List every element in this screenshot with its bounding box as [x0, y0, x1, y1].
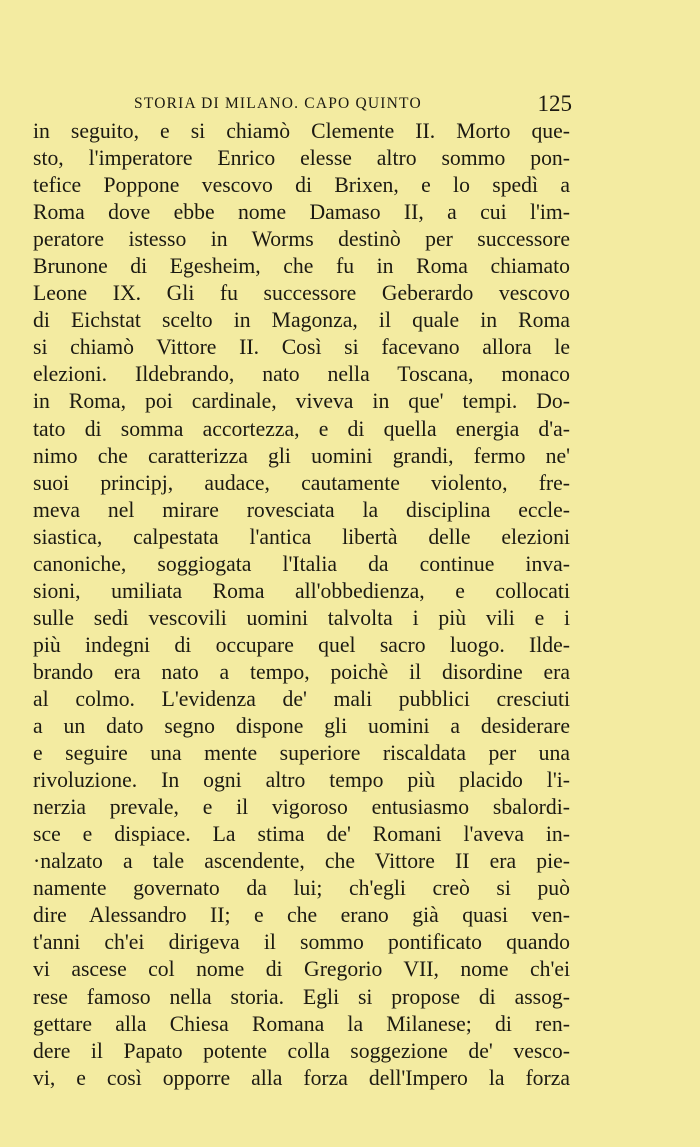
text-line: sto, l'imperatore Enrico elesse altro sommo pon- [33, 146, 570, 171]
text-line: rivoluzione. In ogni altro tempo più placido l'i- [33, 768, 570, 793]
text-line: nimo che caratterizza gli uomini grandi, fermo ne' [33, 443, 570, 468]
text-line: al colmo. L'evidenza de' mali pubblici cresciuti [33, 686, 570, 711]
text-line: ·nalzato a tale ascendente, che Vittore II era pie- [33, 849, 570, 874]
text-line: meva nel mirare rovesciata la disciplina eccle- [33, 497, 570, 522]
text-line: canoniche, soggiogata l'Italia da continue inva- [33, 551, 570, 576]
text-line: vi, e così opporre alla forza dell'Impero la forza [33, 1065, 570, 1090]
text-line: di Eichstat scelto in Magonza, il quale in Roma [33, 308, 570, 333]
text-line: suoi principj, audace, cautamente violento, fre- [33, 470, 570, 495]
text-line: sulle sedi vescovili uomini talvolta i più vili e i [33, 605, 570, 630]
text-line: si chiamò Vittore II. Così si facevano allora le [33, 335, 570, 360]
text-line: nerzia prevale, e il vigoroso entusiasmo sbalordi- [33, 795, 570, 820]
text-line: siastica, calpestata l'antica libertà delle elezioni [33, 524, 570, 549]
text-line: tato di somma accortezza, e di quella energia d'a- [33, 416, 570, 441]
text-line: dere il Papato potente colla soggezione de' vesco- [33, 1038, 570, 1063]
text-line: e seguire una mente superiore riscaldata per una [33, 741, 570, 766]
text-line: in Roma, poi cardinale, viveva in que' tempi. Do- [33, 389, 570, 414]
text-line: più indegni di occupare quel sacro luogo. Ilde- [33, 632, 570, 657]
text-line: Brunone di Egesheim, che fu in Roma chiamato [33, 254, 570, 279]
text-line: namente governato da lui; ch'egli creò si può [33, 876, 570, 901]
text-line: vi ascese col nome di Gregorio VII, nome ch'ei [33, 957, 570, 982]
running-title: STORIA DI MILANO. CAPO QUINTO [134, 95, 422, 112]
text-line: a un dato segno dispone gli uomini a desiderare [33, 714, 570, 739]
text-line: t'anni ch'ei dirigeva il sommo pontificato quando [33, 930, 570, 955]
text-line: gettare alla Chiesa Romana la Milanese; di ren- [33, 1011, 570, 1036]
text-line: elezioni. Ildebrando, nato nella Toscana, monaco [33, 362, 570, 387]
text-line: dire Alessandro II; e che erano già quasi ven- [33, 903, 570, 928]
text-line: brando era nato a tempo, poichè il disordine era [33, 659, 570, 684]
text-line: sioni, umiliata Roma all'obbedienza, e collocati [33, 578, 570, 603]
text-line: peratore istesso in Worms destinò per successore [33, 227, 570, 252]
running-head [134, 91, 572, 115]
text-line: rese famoso nella storia. Egli si propose di assog- [33, 984, 570, 1009]
body-text [33, 118, 570, 1092]
text-line: Leone IX. Gli fu successore Geberardo vescovo [33, 281, 570, 306]
text-line: sce e dispiace. La stima de' Romani l'aveva in- [33, 822, 570, 847]
text-line: Roma dove ebbe nome Damaso II, a cui l'im- [33, 200, 570, 225]
page-number: 125 [537, 91, 572, 116]
text-line: in seguito, e si chiamò Clemente II. Morto que- [33, 119, 570, 143]
text-line: tefice Poppone vescovo di Brixen, e lo spedì a [33, 173, 570, 198]
